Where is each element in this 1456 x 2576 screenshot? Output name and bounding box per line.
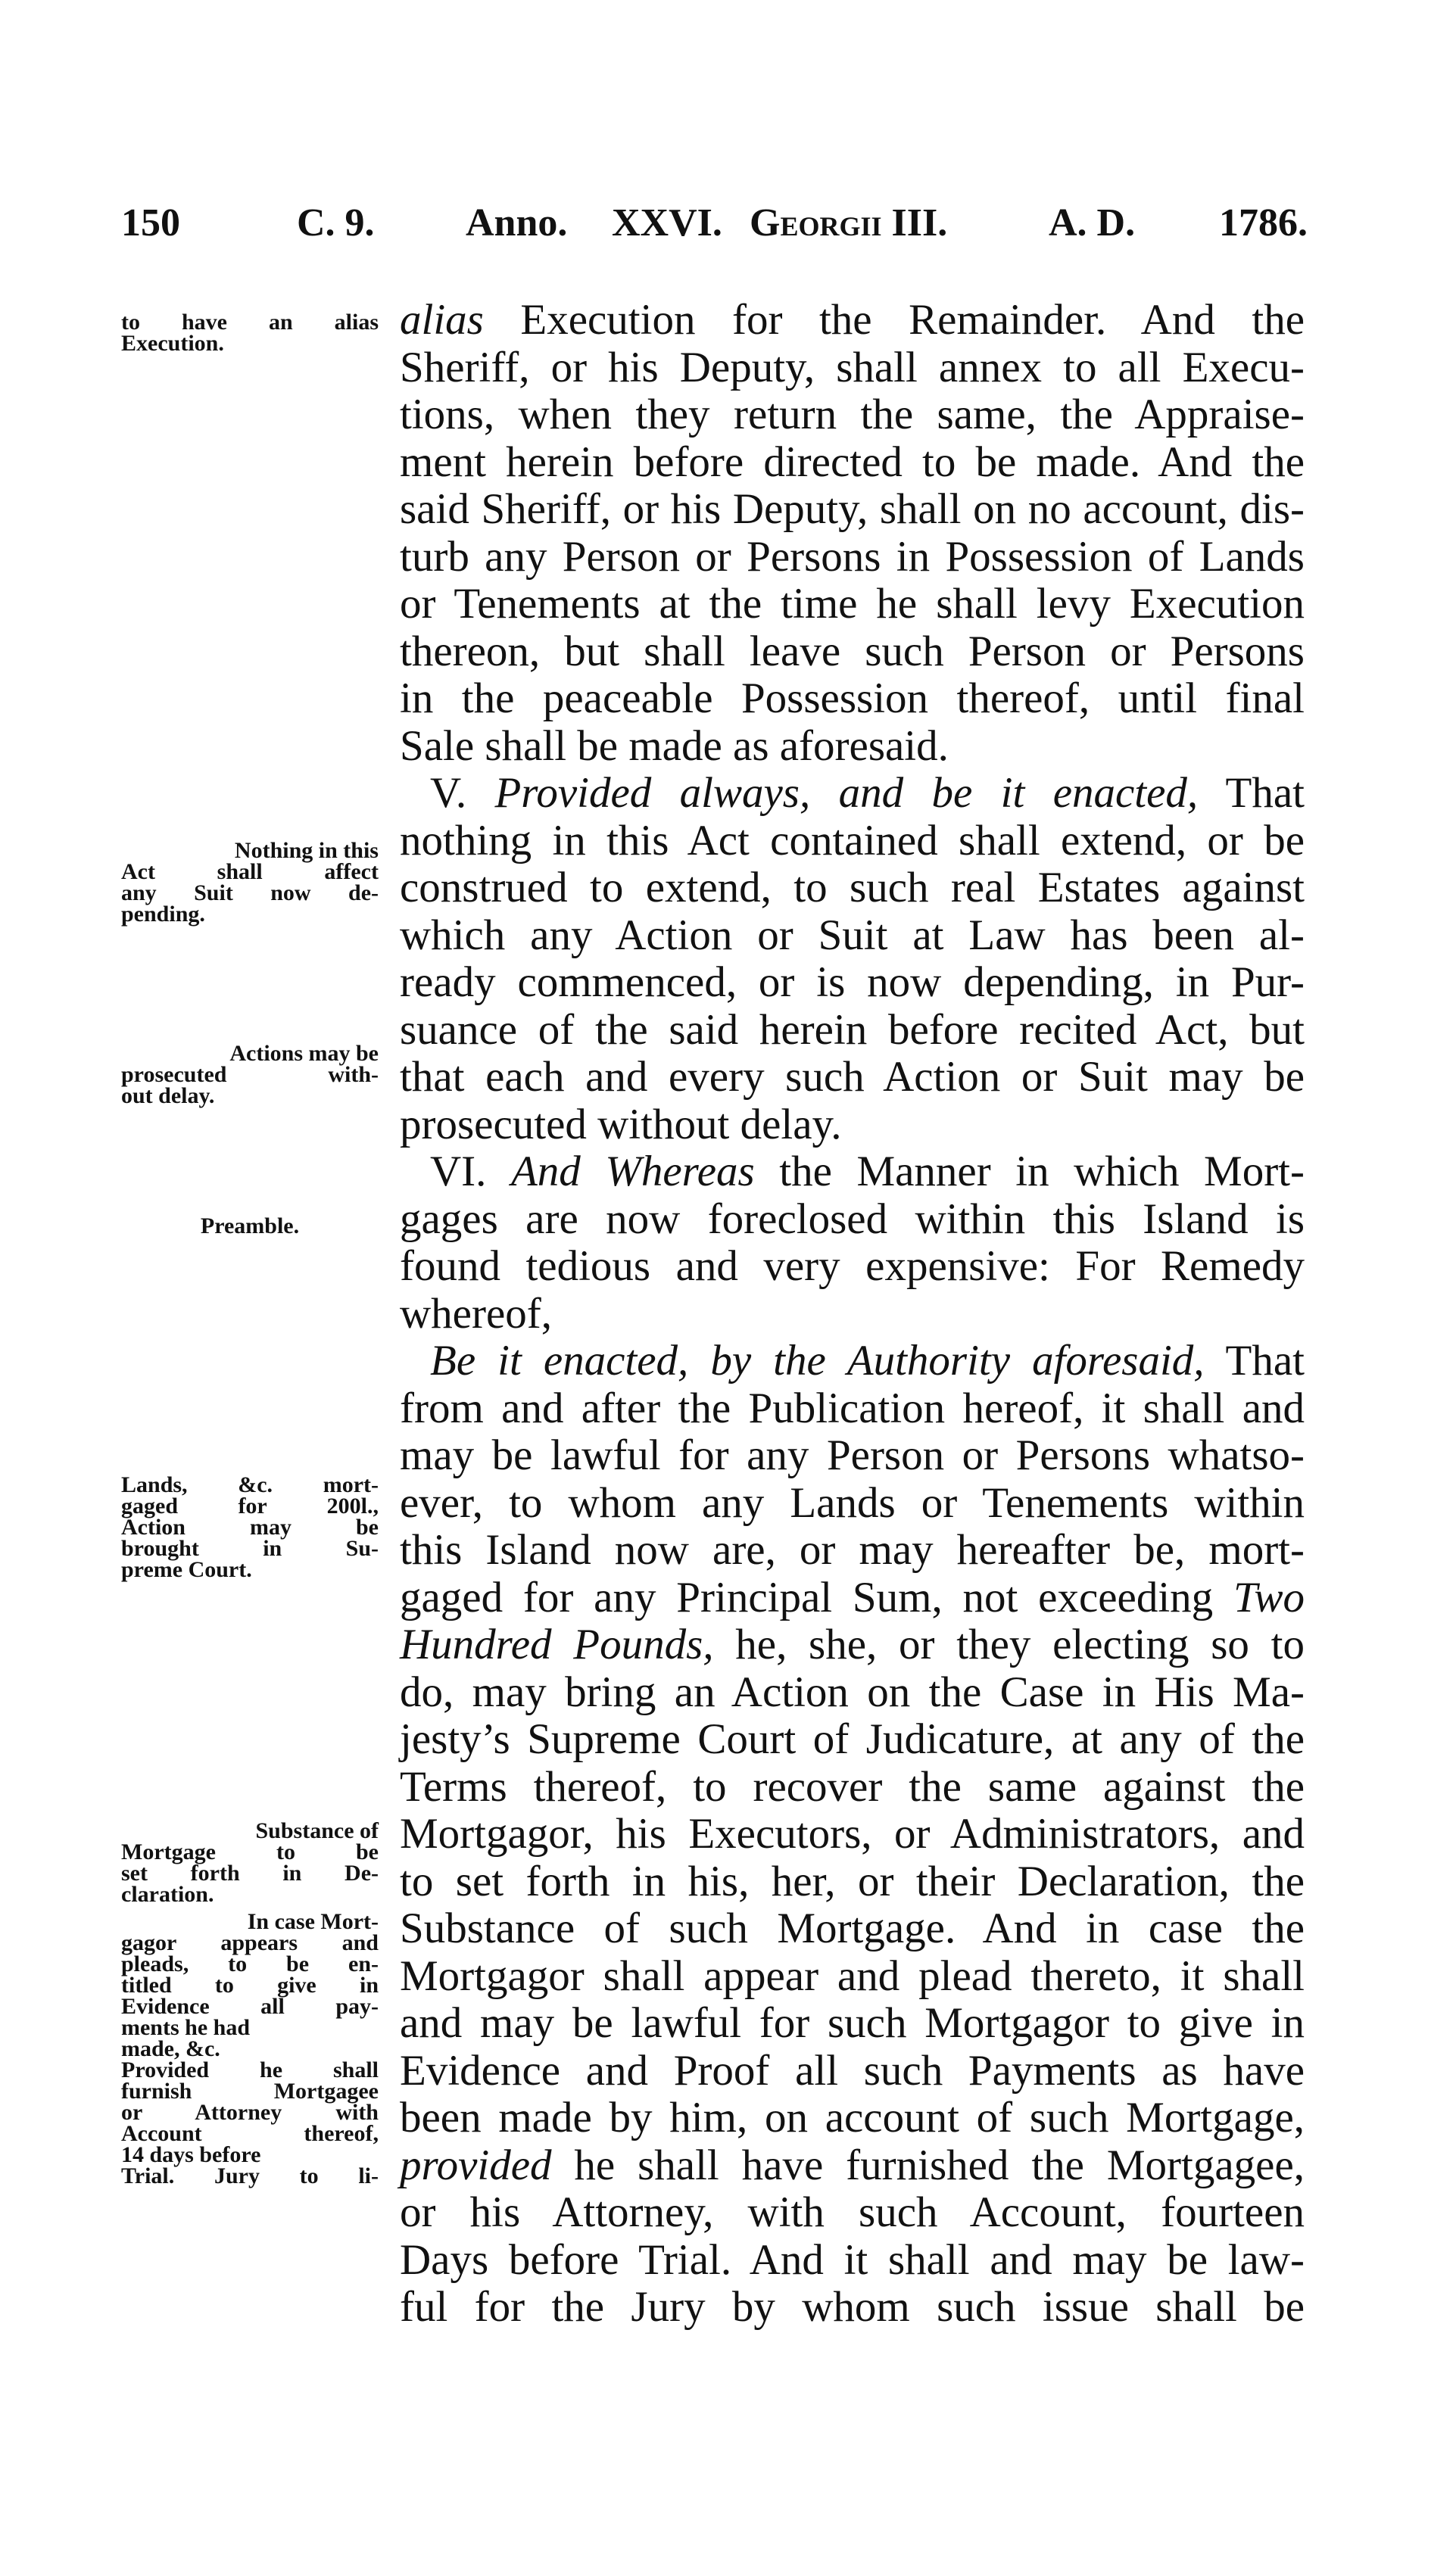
body-line — [400, 486, 1305, 534]
body-line — [400, 818, 1305, 865]
body-line — [400, 1858, 1305, 1906]
body-line — [400, 1621, 1305, 1669]
body-line — [400, 1811, 1305, 1858]
margin-note-line: out delay. — [121, 1083, 215, 1108]
body-line — [400, 1291, 1305, 1338]
text-run: gages are now foreclosed within this Island is — [400, 1195, 1305, 1243]
margin-note-line: Lands, &c. mort- — [121, 1472, 379, 1497]
margin-note — [121, 1043, 379, 1107]
margin-note — [121, 312, 379, 354]
text-run: whereof, — [400, 1289, 552, 1338]
body-line — [400, 959, 1305, 1007]
text-run: tions, when they return the same, the Appraise- — [400, 391, 1305, 438]
text-run: ready commenced, or is now depending, in Pur- — [400, 958, 1305, 1006]
body-line — [400, 439, 1305, 487]
body-line — [400, 581, 1305, 628]
text-run: that each and every such Action or Suit may be — [400, 1053, 1305, 1101]
margin-note-line: Mortgage to be — [121, 1839, 379, 1864]
margin-note-line: prosecuted with- — [121, 1062, 379, 1087]
text-run: from and after the Publication hereof, it shall and — [400, 1384, 1305, 1432]
text-run: this Island now are, or may hereafter be, mort- — [400, 1526, 1305, 1574]
body-line — [400, 2048, 1305, 2095]
body-line — [400, 1432, 1305, 1480]
body-line — [400, 2142, 1305, 2190]
text-run: construed to extend, to such real Estates against — [400, 864, 1305, 911]
text-run: been made by him, on account of such Mortgage, — [400, 2094, 1305, 2141]
margin-note-line: 14 days before — [121, 2142, 261, 2167]
text-run: or Tenements at the time he shall levy Execution — [400, 580, 1305, 628]
italic-text: provided — [400, 2141, 552, 2189]
margin-note-line: Evidence all pay- — [121, 1994, 379, 2019]
body-line — [400, 1527, 1305, 1575]
margin-note-line: Nothing in this — [234, 838, 379, 863]
text-run: turb any Person or Persons in Possession of Lands — [400, 532, 1305, 581]
italic-text: And Whereas — [510, 1148, 755, 1195]
body-line — [400, 1101, 1305, 1149]
margin-note-line: Action may be — [121, 1515, 379, 1540]
year: 1786. — [1219, 201, 1308, 245]
margin-note-line: any Suit now de- — [121, 880, 379, 905]
margin-note-line: Substance of — [255, 1818, 379, 1843]
text-run: to set forth in his, her, or their Declaration, the — [400, 1857, 1305, 1905]
text-run: Mortgagor shall appear and plead thereto, it shall — [400, 1951, 1305, 2000]
margin-note-line: to have an alias — [121, 310, 379, 335]
text-run: jesty’s Supreme Court of Judicature, at any of the — [400, 1715, 1305, 1763]
body-line — [400, 344, 1305, 392]
text-run: Days before Trial. And it shall and may be law- — [400, 2235, 1305, 2284]
text-run: thereon, but shall leave such Person or Persons — [400, 627, 1305, 675]
body-line — [400, 1007, 1305, 1054]
margin-note — [121, 840, 379, 925]
body-line — [400, 1054, 1305, 1101]
text-run: said Sheriff, or his Deputy, shall on no account, dis- — [400, 485, 1305, 533]
margin-note — [121, 1818, 379, 1907]
margin-note-line: pending. — [121, 902, 205, 927]
running-header — [121, 201, 1333, 269]
italic-text: Two — [1233, 1573, 1305, 1621]
text-run: he, she, or they electing so to — [713, 1621, 1305, 1668]
italic-text: Hundred Pounds, — [400, 1621, 714, 1668]
margin-note-line: gagor appears and — [121, 1930, 379, 1955]
text-run: Execution for the Remainder. And the — [483, 296, 1305, 344]
body-line — [400, 2000, 1305, 2048]
body-line — [400, 1575, 1305, 1622]
margin-note-line: Account thereof, — [121, 2121, 379, 2146]
body-line — [400, 1338, 1305, 1385]
body-line — [400, 534, 1305, 581]
text-run: Sale shall be made as aforesaid. — [400, 721, 949, 770]
margin-note-line: brought in Su- — [121, 1536, 379, 1561]
text-run: prosecuted without delay. — [400, 1100, 842, 1148]
text-run: That — [1198, 769, 1305, 817]
margin-note-line: titled to give in — [121, 1973, 379, 1998]
body-line — [400, 297, 1305, 344]
margin-note-line: Provided he shall — [121, 2057, 379, 2082]
body-line — [400, 2284, 1305, 2331]
regnal-year: XXVI. — [612, 201, 722, 245]
body-line — [400, 675, 1305, 723]
margin-note — [121, 1472, 379, 1582]
text-run: Mortgagor, his Executors, or Administrators, and — [400, 1810, 1305, 1858]
italic-text: alias — [400, 296, 484, 344]
margin-note-line: In case Mort- — [247, 1909, 379, 1934]
text-run: Substance of such Mortgage. And in case the — [400, 1905, 1305, 1952]
anno-label: Anno. — [466, 201, 568, 245]
text-run: do, may bring an Action on the Case in His Ma- — [400, 1668, 1305, 1716]
body-line — [400, 1905, 1305, 1953]
body-line — [400, 1196, 1305, 1244]
text-run: found tedious and very expensive: For Remedy — [400, 1242, 1305, 1290]
margin-note — [121, 1911, 379, 2187]
body-line — [400, 1148, 1305, 1196]
text-run: nothing in this Act contained shall extend, or be — [400, 816, 1305, 864]
text-run: Terms thereof, to recover the same against the — [400, 1762, 1305, 1811]
margin-note-line: preme Court. — [121, 1557, 252, 1582]
body-line — [400, 1243, 1305, 1291]
body-line — [400, 1385, 1305, 1433]
body-line — [400, 1669, 1305, 1717]
body-line — [400, 2095, 1305, 2142]
text-run: in the peaceable Possession thereof, until final — [400, 674, 1305, 722]
body-line — [400, 2237, 1305, 2285]
text-run: VI. — [430, 1148, 511, 1195]
text-run: V. — [430, 769, 495, 817]
text-run: That — [1204, 1337, 1305, 1385]
text-run: ment herein before directed to be made. And the — [400, 438, 1305, 486]
italic-text: Provided always, and be it enacted, — [494, 769, 1199, 817]
main-text — [400, 297, 1305, 2331]
text-run: may be lawful for any Person or Persons whatso- — [400, 1431, 1305, 1479]
text-run: ever, to whom any Lands or Tenements within — [400, 1478, 1305, 1527]
margin-note-line: claration. — [121, 1882, 214, 1907]
italic-text: Be it enacted, by the Authority aforesaid, — [430, 1337, 1205, 1385]
margin-note-line: Execution. — [121, 331, 224, 356]
margin-note-line: set forth in De- — [121, 1861, 379, 1886]
page-number: 150 — [121, 201, 180, 245]
margin-note-line: made, &c. — [121, 2036, 220, 2061]
body-line — [400, 391, 1305, 439]
margin-note-line: Trial. Jury to li- — [121, 2163, 379, 2188]
body-line — [400, 723, 1305, 771]
text-run: gaged for any Principal Sum, not exceeding — [400, 1573, 1233, 1621]
body-line — [400, 1716, 1305, 1764]
body-line — [400, 770, 1305, 818]
text-run: Sheriff, or his Deputy, shall annex to all Execu- — [400, 343, 1305, 391]
king-name: Georgii III. — [750, 201, 948, 245]
text-run: ful for the Jury by whom such issue shall be — [400, 2283, 1305, 2331]
text-run: which any Action or Suit at Law has been al- — [400, 911, 1305, 959]
text-run: the Manner in which Mort- — [754, 1148, 1305, 1195]
body-line — [400, 2189, 1305, 2237]
text-run: suance of the said herein before recited Act, but — [400, 1005, 1305, 1054]
body-line — [400, 864, 1305, 912]
text-run: he shall have furnished the Mortgagee, — [551, 2141, 1305, 2189]
margin-note — [121, 1213, 379, 1238]
anno-domini: A. D. — [1049, 201, 1136, 245]
chapter-number: C. 9. — [297, 201, 375, 245]
body-line — [400, 1480, 1305, 1528]
body-line — [400, 628, 1305, 676]
body-line — [400, 912, 1305, 960]
text-run: Evidence and Proof all such Payments as have — [400, 2046, 1305, 2095]
body-line — [400, 1764, 1305, 1811]
margin-note-line: gaged for 200l., — [121, 1494, 379, 1519]
margin-note-line: Preamble. — [200, 1213, 300, 1238]
margin-note-line: pleads, to be en- — [121, 1951, 379, 1976]
margin-note-line: Act shall affect — [121, 859, 379, 884]
margin-note-line: or Attorney with — [121, 2100, 379, 2125]
margin-note-line: furnish Mortgagee — [121, 2079, 379, 2104]
margin-note-line: Actions may be — [229, 1041, 379, 1066]
margin-note-line: ments he had — [121, 2015, 251, 2040]
body-line — [400, 1953, 1305, 2001]
text-run: and may be lawful for such Mortgagor to give in — [400, 1999, 1305, 2047]
text-run: or his Attorney, with such Account, fourteen — [400, 2188, 1305, 2236]
